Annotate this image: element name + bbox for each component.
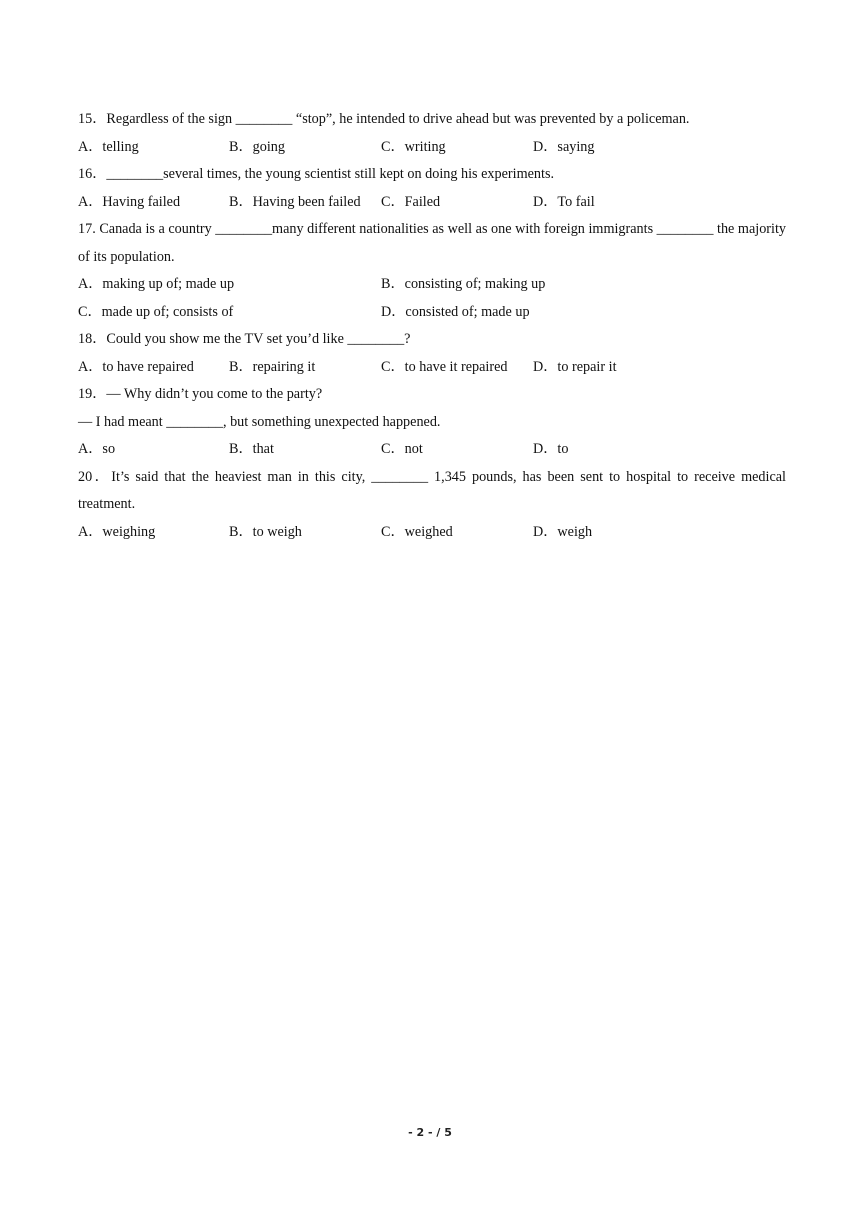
- question-19-reply: — I had meant ________, but something unexpected happened.: [78, 413, 441, 430]
- page-number: - 2 - / 5: [408, 1126, 452, 1139]
- option-d: D．weigh: [533, 523, 593, 540]
- option-a: A．so: [78, 441, 116, 457]
- option-a: A．weighing: [78, 523, 156, 540]
- question-17-stem: 17. Canada is a country ________many different nationalities as well as one with foreign immigrants ________ the majority of its population.: [78, 221, 786, 265]
- option-d: D．to: [533, 441, 569, 457]
- option-c: C．not: [381, 441, 423, 457]
- question-15-options: [78, 134, 786, 162]
- option-b: B．repairing it: [229, 358, 316, 375]
- option-a: A．Having failed: [78, 193, 181, 210]
- option-a: A．to have repaired: [78, 358, 194, 375]
- question-20-options: [78, 519, 786, 547]
- option-d: D．saying: [533, 138, 595, 155]
- question-18-stem: 18．Could you show me the TV set you’d like ________?: [78, 331, 411, 347]
- option-a: A．telling: [78, 138, 139, 155]
- option-b: B．to weigh: [229, 523, 302, 540]
- option-b: B．consisting of; making up: [381, 276, 546, 292]
- question-list: [78, 106, 786, 546]
- option-c: C．weighed: [381, 523, 453, 540]
- option-b: B．that: [229, 441, 274, 457]
- question-17-options-row-1: [78, 271, 786, 299]
- option-c: C．made up of; consists of: [78, 303, 234, 320]
- option-a: A．making up of; made up: [78, 276, 235, 292]
- option-d: D．To fail: [533, 193, 595, 210]
- option-c: C．Failed: [381, 193, 441, 210]
- question-18-options: [78, 354, 786, 382]
- question-20-stem: 20．It’s said that the heaviest man in this city, ________ 1,345 pounds, has been sent to hospital to receive medical treatment.: [78, 468, 786, 512]
- option-d: D．consisted of; made up: [381, 303, 530, 320]
- option-d: D．to repair it: [533, 358, 617, 375]
- question-19-options: [78, 436, 786, 464]
- option-b: B．going: [229, 138, 285, 155]
- option-c: C．to have it repaired: [381, 358, 508, 375]
- question-16-options: [78, 189, 786, 217]
- option-b: B．Having been failed: [229, 193, 361, 210]
- question-15-stem: 15．Regardless of the sign ________ “stop”, he intended to drive ahead but was prevented by a policeman.: [78, 111, 690, 127]
- option-c: C．writing: [381, 138, 446, 155]
- question-17-options-row-2: [78, 299, 786, 327]
- question-19-stem: 19．— Why didn’t you come to the party?: [78, 386, 323, 402]
- question-16-stem: 16．________several times, the young scientist still kept on doing his experiments.: [78, 166, 555, 182]
